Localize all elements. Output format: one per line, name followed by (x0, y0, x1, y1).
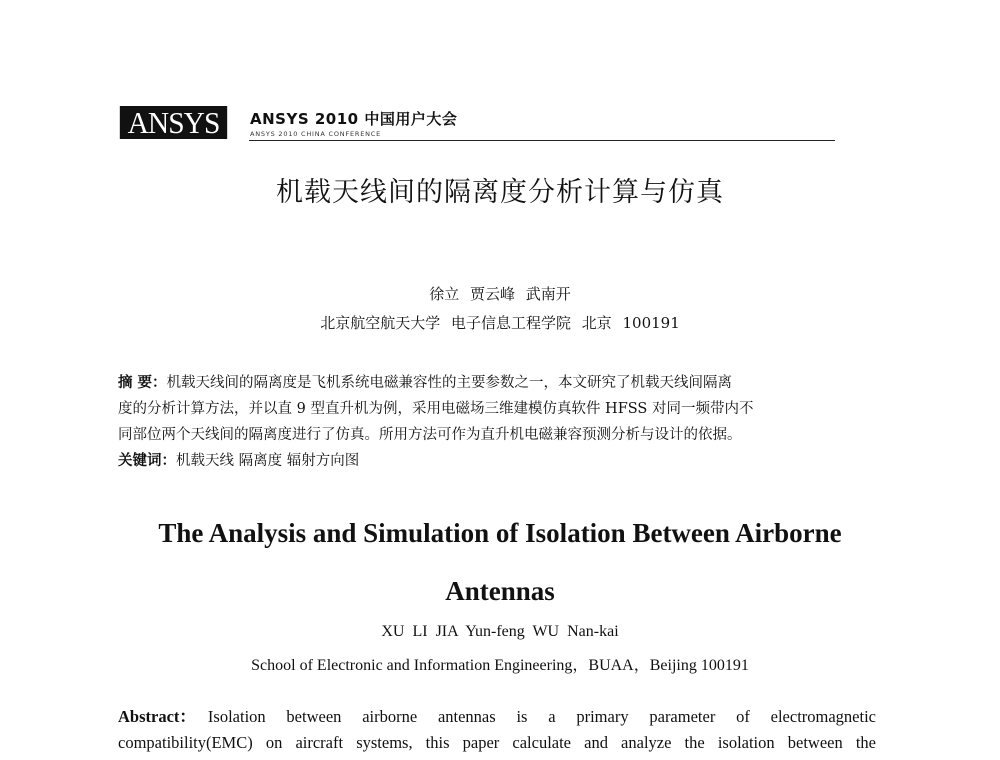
paper-title-en-line2: Antennas (445, 576, 555, 606)
abstract-en-line2: compatibility(EMC) on aircraft systems, this paper calculate and analyze the isolation between the (118, 733, 876, 752)
abstract-zh-line: 机载天线间的隔离度是飞机系统电磁兼容性的主要参数之一，本文研究了机载天线间隔离 (166, 375, 733, 391)
conference-subtitle: ANSYS 2010 CHINA CONFERENCE (250, 130, 382, 138)
authors-en: XU LI JIA Yun-feng WU Nan-kai (381, 623, 619, 640)
paper-title-zh: 机载天线间的隔离度分析计算与仿真 (276, 177, 724, 208)
abstract-zh-line: 度的分析计算方法，并以直 9 型直升机为例，采用电磁场三维建模仿真软件 HFSS 对同一频带内不 (118, 401, 754, 417)
ansys-logo: ANSYS (120, 106, 227, 139)
keywords-zh-label: 关键词： (118, 452, 176, 469)
abstract-zh (118, 370, 888, 448)
abstract-zh-label: 摘 要： (118, 374, 167, 391)
abstract-en (118, 704, 876, 756)
authors-zh: 徐立 贾云峰 武南开 (429, 285, 571, 303)
affiliation-zh: 北京航空航天大学 电子信息工程学院 北京 100191 (320, 314, 680, 332)
abstract-zh-line: 同部位两个天线间的隔离度进行了仿真。所用方法可作为直升机电磁兼容预测分析与设计的依据。 (118, 427, 742, 443)
abstract-en-line1: Isolation between airborne antennas is a primary parameter of electromagnetic (207, 707, 876, 726)
affiliation-en: School of Electronic and Information Engineering，BUAA，Beijing 100191 (251, 657, 749, 674)
conference-title: ANSYS 2010 中国用户大会 (250, 110, 458, 128)
keywords-zh (118, 448, 888, 474)
abstract-en-line1-wrap (118, 704, 876, 730)
keywords-zh-text: 机载天线 隔离度 辐射方向图 (176, 453, 360, 469)
header-rule (249, 140, 835, 141)
paper-title-en-line1: The Analysis and Simulation of Isolation Between Airborne (158, 518, 842, 548)
abstract-en-label: Abstract： (118, 707, 196, 726)
